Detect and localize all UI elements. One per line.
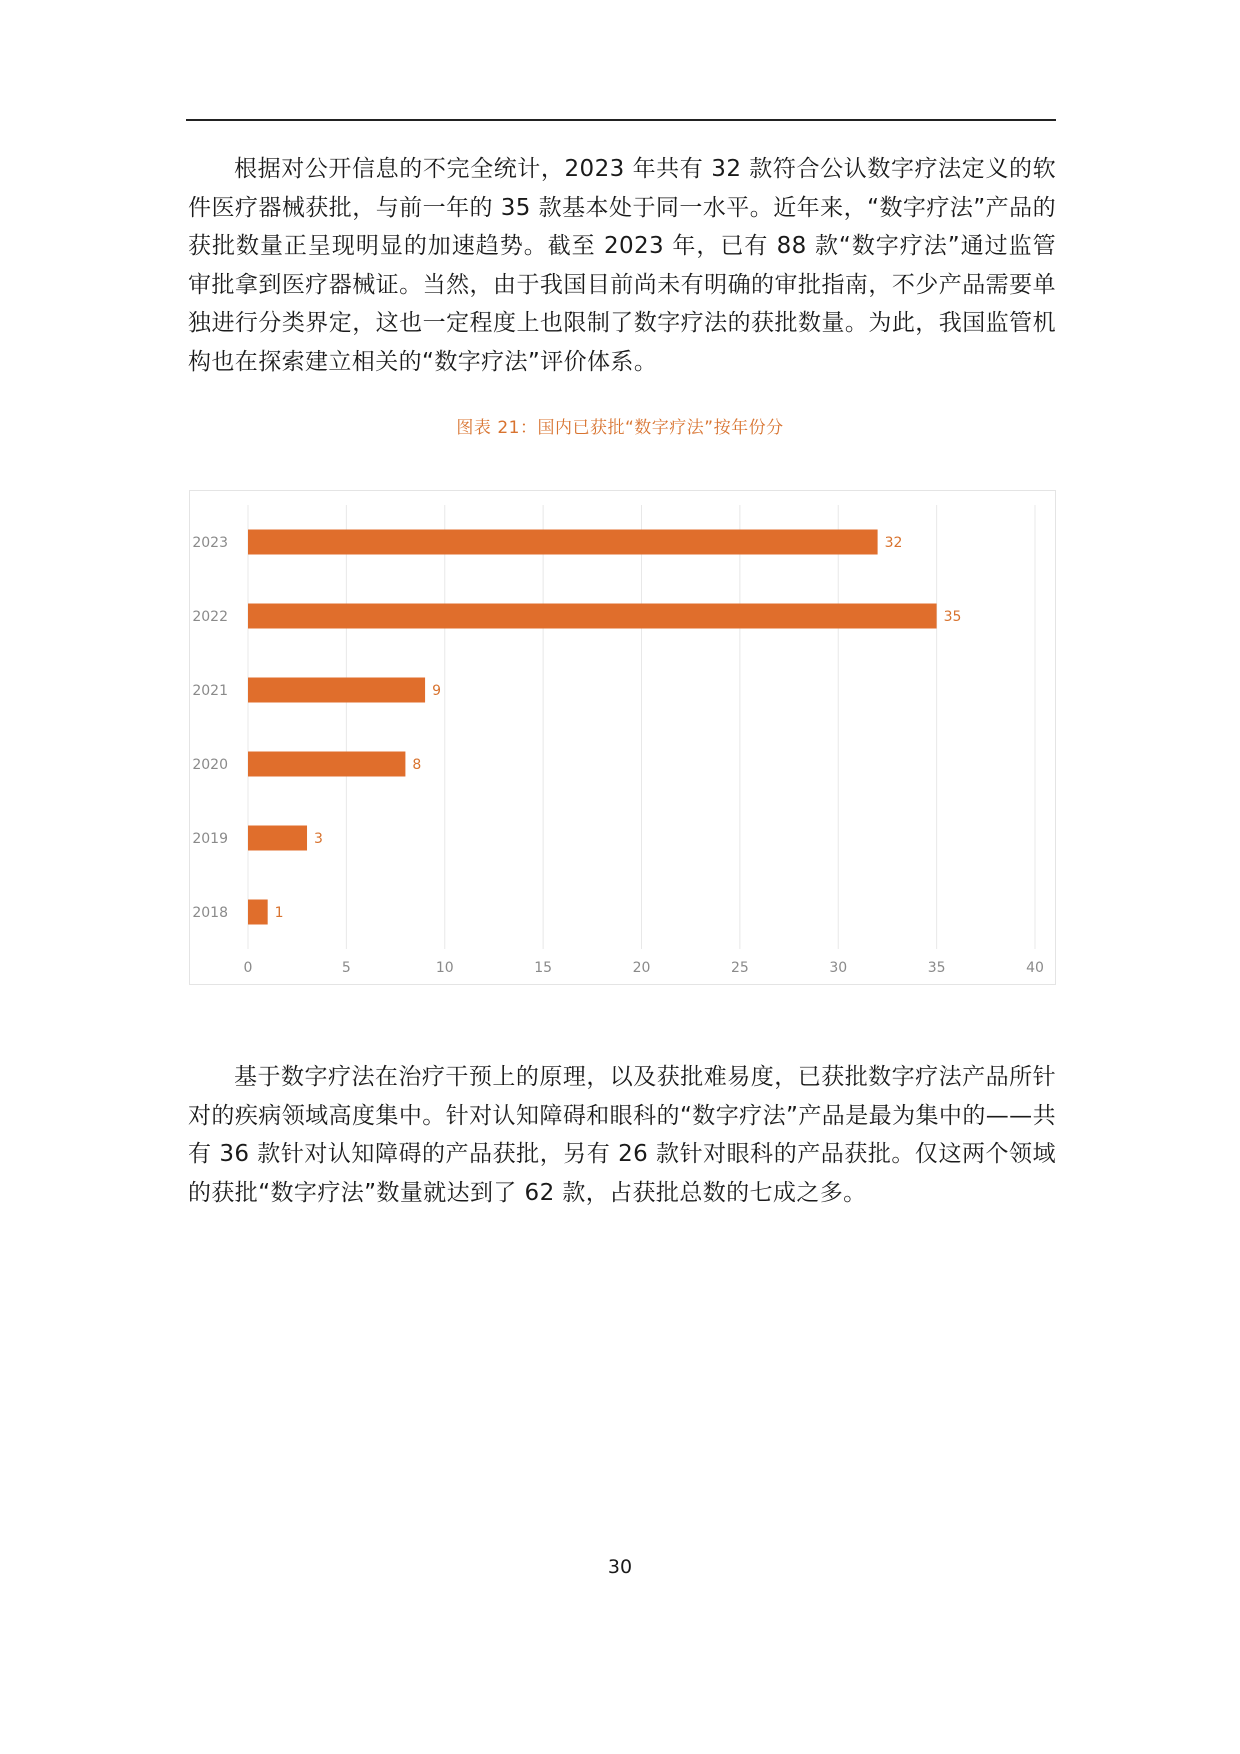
data-label: 32 — [884, 535, 903, 551]
x-tick-label: 5 — [341, 960, 351, 976]
y-category-label: 2022 — [192, 609, 228, 625]
page-number: 30 — [607, 1556, 633, 1578]
data-label: 9 — [432, 683, 441, 699]
y-category-label: 2018 — [192, 905, 228, 921]
y-category-label: 2020 — [192, 757, 228, 773]
bar-2023 — [248, 530, 878, 555]
figure-caption: 图表 21：国内已获批“数字疗法”按年份分 — [456, 418, 784, 438]
bar-2020 — [248, 752, 405, 777]
data-label: 8 — [412, 757, 422, 773]
y-category-label: 2019 — [192, 831, 228, 847]
body-paragraph-1: 根据对公开信息的不完全统计，2023 年共有 32 款符合公认数字疗法定义的软件医疗器械获批，与前一年的 35 款基本处于同一水平。近年来，“数字疗法”产品的获批数量正呈现明显的加速趋势。截至 2023 年，已有 88 款“数字疗法”通过监管审批拿到医疗器械证。当然，由于我国目前尚未有明确的审批指南，不少产品需要单独进行分类界定，这也一定程度上也限制了数字疗法的获批数量。为此，我国监管机构也在探索建立相关的“数字疗法”评价体系。 — [188, 156, 1056, 375]
bar-2021 — [248, 678, 425, 703]
y-category-label: 2021 — [192, 683, 228, 699]
x-tick-label: 40 — [1026, 960, 1044, 976]
x-tick-label: 0 — [243, 960, 253, 976]
x-tick-label: 15 — [534, 960, 553, 976]
header-rule — [186, 119, 1056, 121]
x-tick-label: 30 — [829, 960, 848, 976]
x-tick-label: 25 — [730, 960, 749, 976]
bar-2019 — [248, 826, 307, 851]
x-tick-label: 20 — [632, 960, 651, 976]
bar-2022 — [248, 604, 937, 629]
data-label: 1 — [274, 905, 284, 921]
data-label: 35 — [943, 609, 962, 625]
x-tick-label: 10 — [435, 960, 454, 976]
bar-2018 — [248, 900, 268, 925]
body-paragraph-2: 基于数字疗法在治疗干预上的原理，以及获批难易度，已获批数字疗法产品所针对的疾病领域高度集中。针对认知障碍和眼科的“数字疗法”产品是最为集中的——共有 36 款针对认知障碍的产品获批，另有 26 款针对眼科的产品获批。仅这两个领域的获批“数字疗法”数量就达到了 62 款，占获批总数的七成之多。 — [188, 1064, 1056, 1206]
data-label: 3 — [314, 831, 323, 847]
y-category-label: 2023 — [192, 535, 228, 551]
x-tick-label: 35 — [927, 960, 946, 976]
chart-frame — [189, 490, 1056, 985]
bar-chart — [190, 491, 1057, 986]
